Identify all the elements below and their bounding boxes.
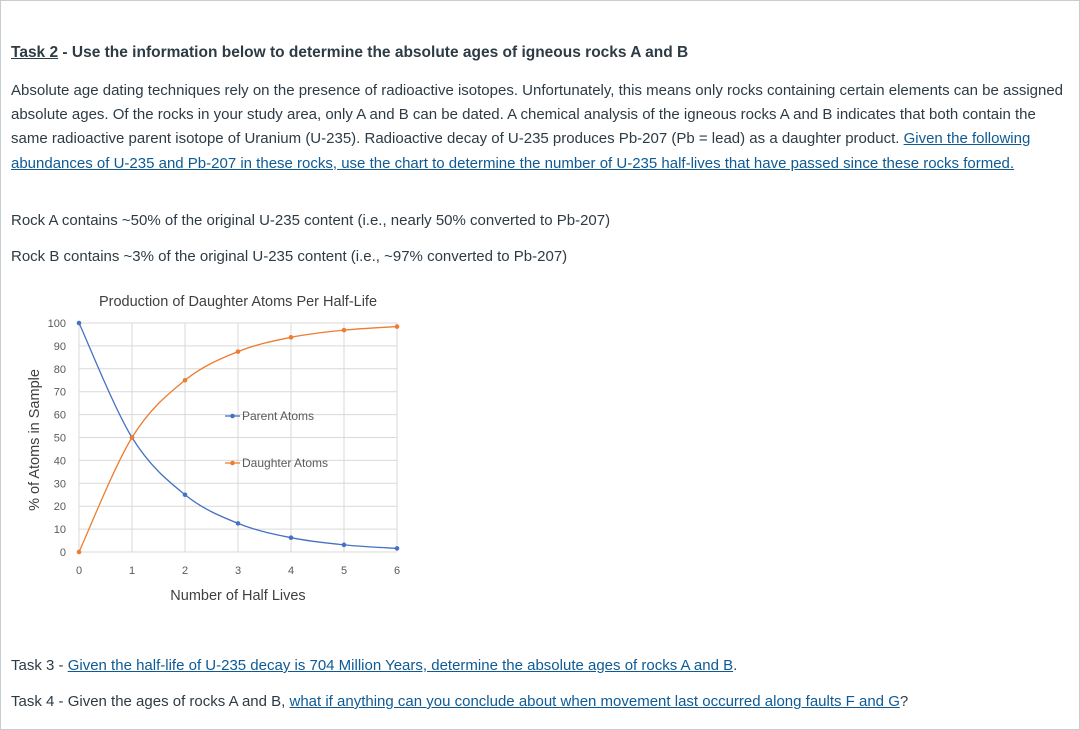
data-point-0-6 — [395, 546, 400, 551]
data-point-1-6 — [395, 324, 400, 329]
task4-tail: ? — [899, 693, 909, 710]
task2-label: Task 2 — [11, 44, 59, 61]
y-tick-label: 90 — [53, 340, 66, 353]
data-point-0-4 — [289, 535, 294, 540]
y-tick-label: 60 — [53, 409, 66, 422]
data-point-1-2 — [183, 378, 188, 383]
task3-tail: . — [733, 657, 738, 674]
task4-sep: - Given the ages of rocks A and B, — [54, 693, 290, 710]
task3-label: Task 3 — [11, 657, 55, 674]
y-tick-label: 100 — [47, 318, 66, 330]
task4-label: Task 4 — [11, 693, 55, 710]
x-tick-label: 5 — [340, 565, 348, 577]
chart-x-ticks — [76, 565, 400, 577]
task3-link[interactable]: Given the half-life of U-235 decay is 704 Million Years, determine the absolute ages of rocks A and B — [67, 657, 734, 674]
y-tick-label: 0 — [59, 547, 66, 559]
y-tick-label: 10 — [53, 524, 66, 537]
legend-label: Parent Atoms — [242, 409, 315, 423]
chart-x-axis-label: Number of Half Lives — [170, 588, 306, 604]
x-tick-label: 3 — [234, 565, 242, 577]
task4-line — [11, 693, 908, 710]
intro-paragraph — [11, 79, 1066, 176]
y-tick-label: 30 — [53, 478, 66, 491]
legend-label: Daughter Atoms — [242, 456, 329, 470]
intro-text: Absolute age dating techniques rely on the presence of radioactive isotopes. Unfortunately, this means only rocks containing certain elements can be assigned absolute ages. Of the rocks in your study area, only A and B can be dated. A chemical analysis of the igneous rocks A and B indicates that both contain the same radioactive parent isotope of Uranium (U-235). Radioactive decay of U-235 produces Pb-207 (Pb = lead) as a daughter product. — [11, 82, 1064, 148]
rock-a-line: Rock A contains ~50% of the original U-235 content (i.e., nearly 50% converted to Pb-207) — [11, 212, 611, 229]
x-tick-label: 6 — [393, 565, 401, 577]
data-point-0-3 — [236, 521, 241, 526]
chart-gridlines — [79, 323, 397, 552]
task3-sep: - — [54, 657, 68, 674]
y-tick-label: 80 — [53, 363, 66, 376]
data-point-0-5 — [342, 543, 347, 548]
chart-title: Production of Daughter Atoms Per Half-Life — [98, 294, 378, 310]
y-tick-label: 50 — [53, 432, 66, 445]
data-point-1-3 — [236, 349, 241, 354]
chart-y-ticks — [48, 318, 66, 559]
task3-line — [11, 657, 737, 674]
task4-link[interactable]: what if anything can you conclude about when movement last occurred along faults F and G — [289, 693, 900, 710]
chart-y-axis-label: % of Atoms in Sample — [27, 369, 43, 511]
legend-swatch-marker-0 — [230, 414, 235, 419]
data-point-1-5 — [342, 328, 347, 333]
x-tick-label: 4 — [287, 565, 295, 577]
task2-heading — [11, 44, 688, 62]
y-tick-label: 70 — [53, 386, 66, 399]
legend-swatch-marker-1 — [230, 461, 235, 466]
intro-link[interactable]: Given the following abundances of U-235 and Pb-207 in these rocks, use the chart to determine the number of U-235 half-lives that have passed since these rocks formed. — [11, 130, 1031, 172]
data-point-0-0 — [77, 321, 82, 326]
task2-title: - Use the information below to determine the absolute ages of igneous rocks A and B — [58, 44, 689, 61]
y-tick-label: 40 — [53, 455, 66, 468]
half-life-chart — [20, 285, 440, 615]
data-point-1-1 — [130, 435, 135, 440]
rock-b-line: Rock B contains ~3% of the original U-235 content (i.e., ~97% converted to Pb-207) — [11, 248, 568, 265]
y-tick-label: 20 — [53, 501, 66, 514]
x-tick-label: 2 — [181, 565, 189, 577]
data-point-1-4 — [289, 335, 294, 340]
x-tick-label: 0 — [75, 565, 83, 577]
x-tick-label: 1 — [128, 565, 136, 577]
data-point-0-2 — [183, 492, 188, 497]
data-point-1-0 — [77, 550, 82, 555]
